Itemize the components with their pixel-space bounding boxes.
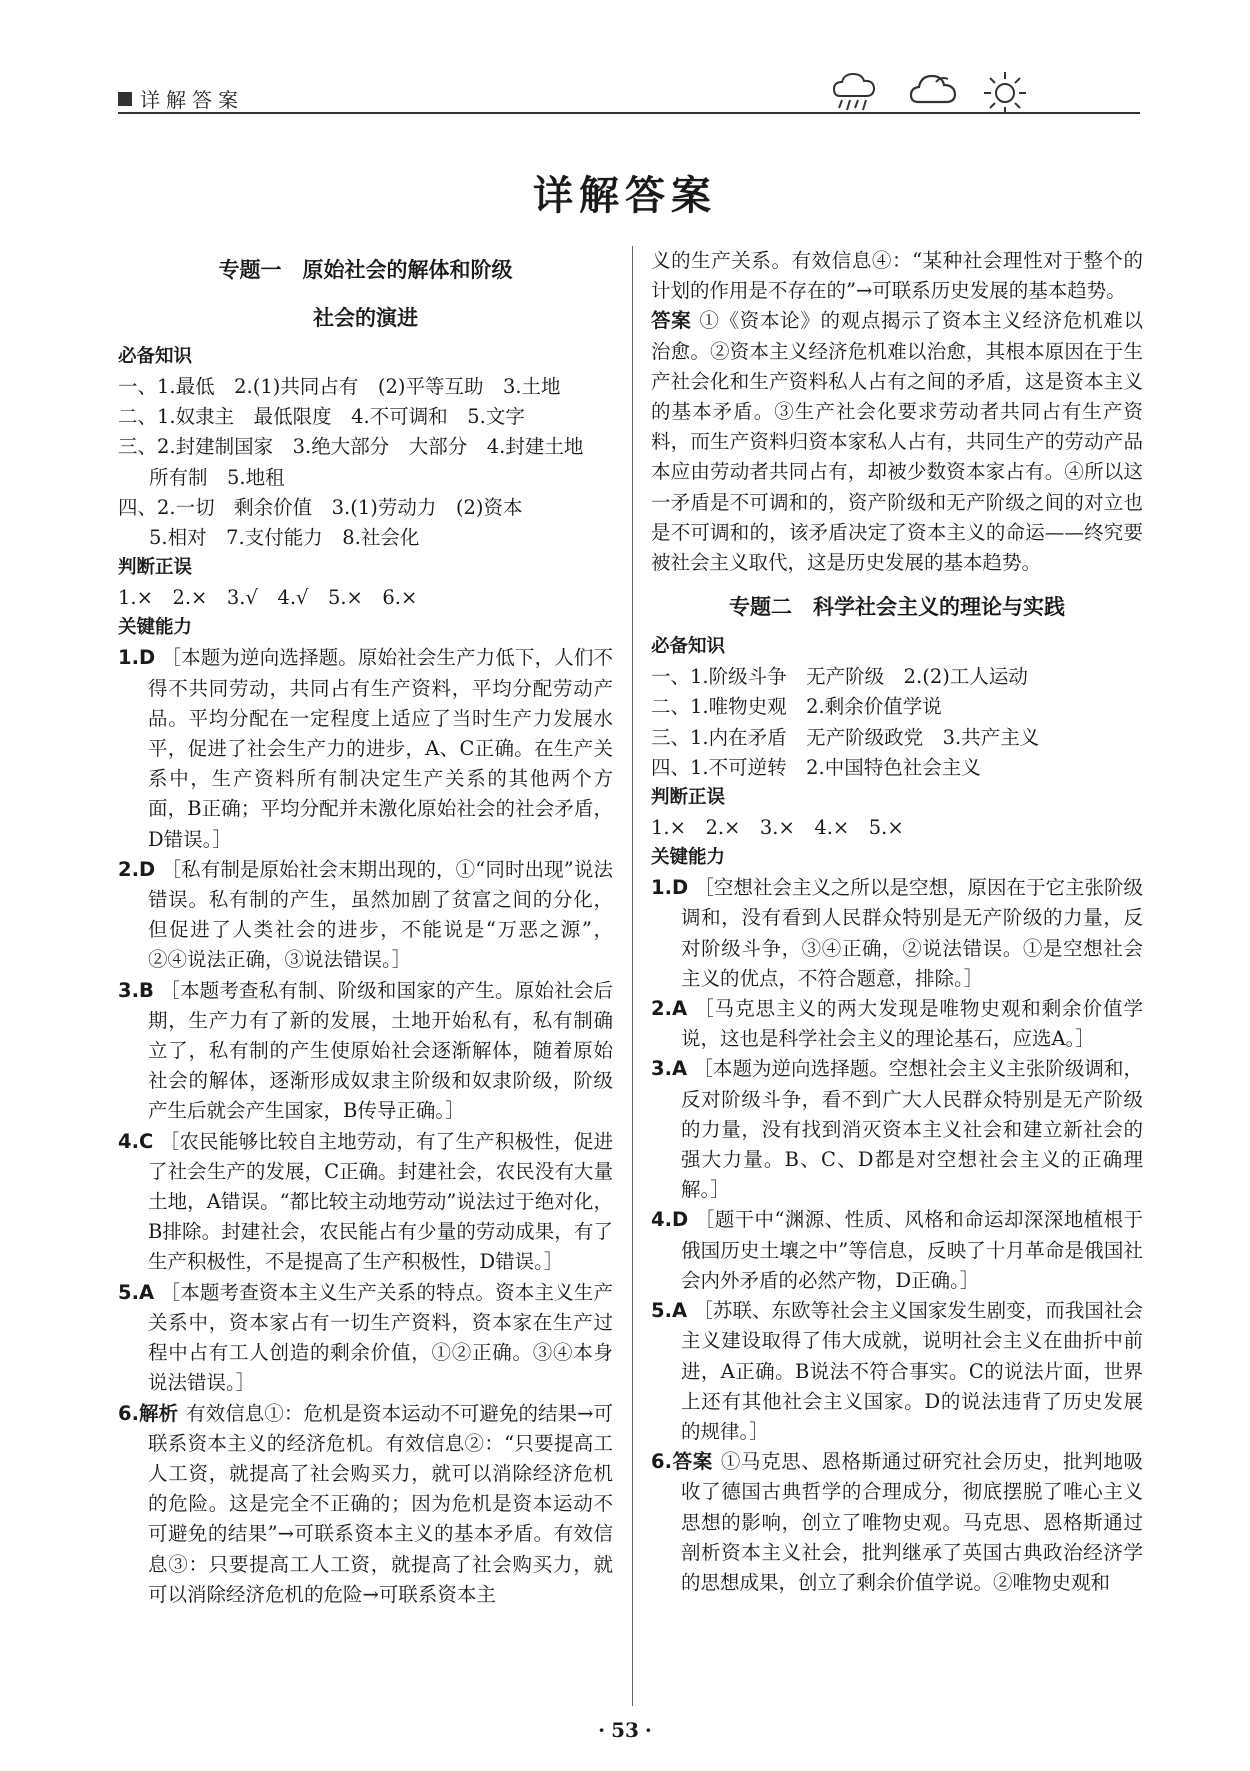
answer-number: 4.D	[651, 1208, 689, 1232]
answer-text: ［农民能够比较自主地劳动，有了生产积极性，促进了社会生产的发展，C正确。封建社会，农民没有大量土地，A错误。“都比较主动地劳动”说法过于绝对化，B排除。封建社会，农民能占有少量的劳动成果，有了生产积极性，不是提高了生产积极性，D错误。］	[148, 1129, 613, 1274]
answer-item	[118, 1399, 613, 1610]
sun-icon	[982, 70, 1028, 116]
judge-answers: 1.× 2.× 3.√ 4.√ 5.× 6.×	[118, 586, 418, 610]
section-judge: 判断正误	[651, 787, 726, 809]
knowledge-line: 二、1.奴隶主 最低限度 4.不可调和 5.文字	[118, 405, 525, 429]
knowledge-line: 所有制 5.地租	[149, 465, 285, 489]
answer-number: 5.A	[651, 1299, 688, 1323]
topic-2-title: 专题二 科学社会主义的理论与实践	[729, 595, 1065, 620]
answer-number: 3.B	[118, 978, 154, 1002]
answer-number: 2.D	[118, 857, 156, 881]
right-column	[651, 246, 1143, 1598]
page-number: · 53 ·	[598, 1718, 652, 1742]
knowledge-line: 一、1.最低 2.(1)共同占有 (2)平等互助 3.土地	[118, 375, 561, 398]
answer-text: ［本题考查私有制、阶级和国家的产生。原始社会后期，生产力有了新的发展，土地开始私有，私有制确立了，私有制的产生使原始社会逐渐解体，随着原始社会的解体，逐渐形成奴隶主阶级和奴隶阶级，阶级产生后就会产生国家，B传导正确。］	[148, 978, 613, 1123]
section-ability: 关键能力	[118, 617, 193, 639]
left-column	[118, 246, 613, 1610]
answer-text: 有效信息①：危机是资本运动不可避免的结果→可联系资本主义的经济危机。有效信息②：“只要提高工人工资，就提高了社会购买力，就可以消除经济危机的危险。这是完全不正确的；因为危机是资本运动不可避免的结果”→可联系资本主义的基本矛盾。有效信息③：只要提高工人工资，就提高了社会购买力，就可以消除经济危机的危险→可联系资本主	[148, 1401, 613, 1606]
header-label: 详解答案	[140, 88, 244, 112]
topic-1-title-line-1: 专题一 原始社会的解体和阶级	[218, 258, 513, 282]
answer-number: 2.A	[651, 997, 688, 1021]
page-title: 详解答案	[533, 172, 717, 219]
answer-text: ［私有制是原始社会末期出现的，①“同时出现”说法错误。私有制的产生，虽然加剧了贫富之间的分化，但促进了人类社会的进步，不能说是“万恶之源”，②④说法正确，③说法错误。］	[148, 857, 613, 972]
answer-item	[651, 1205, 1143, 1296]
answer-label: 答案	[651, 309, 692, 333]
answer-item	[651, 873, 1143, 994]
answer-text: ［苏联、东欧等社会主义国家发生剧变，而我国社会主义建设取得了伟大成就，说明社会主义在曲折中前进，A正确。B说法不符合事实。C的说法片面，世界上还有其他社会主义国家。D的说法违背了历史发展的规律。］	[681, 1299, 1143, 1443]
section-judge: 判断正误	[118, 557, 193, 579]
answer-text: ［本题考查资本主义生产关系的特点。资本主义生产关系中，资本家占有一切生产资料，资本家在生产过程中占有工人创造的剩余价值，①②正确。③④本身说法错误。］	[148, 1280, 613, 1395]
analysis-label: 解析	[138, 1401, 179, 1425]
page-header	[118, 78, 1140, 114]
answer-item	[118, 1127, 613, 1278]
knowledge-line: 5.相对 7.支付能力 8.社会化	[149, 526, 420, 550]
answer-text: ①马克思、恩格斯通过研究社会历史，批判地吸收了德国古典哲学的合理成分，彻底摆脱了唯心主义思想的影响，创立了唯物史观。马克思、恩格斯通过剖析资本主义社会，批判继承了英国古典政治经济学的思想成果，创立了剩余价值学说。②唯物史观和	[681, 1450, 1143, 1594]
answer-number: 6.	[118, 1401, 139, 1425]
answer-text: ［马克思主义的两大发现是唯物史观和剩余价值学说，这也是科学社会主义的理论基石，应选A。］	[681, 997, 1143, 1051]
answer-number: 6.	[651, 1450, 672, 1474]
answer-text: ［空想社会主义之所以是空想，原因在于它主张阶级调和，没有看到人民群众特别是无产阶级的力量，反对阶级斗争，③④正确，②说法错误。①是空想社会主义的优点，不符合题意，排除。］	[681, 876, 1143, 990]
answer-number: 1.D	[651, 876, 689, 900]
cloud-icon	[908, 70, 960, 110]
section-knowledge: 必备知识	[118, 346, 193, 367]
answer-item	[118, 976, 613, 1127]
answer-block	[651, 306, 1143, 578]
rain-cloud-icon	[830, 70, 880, 114]
answer-number: 1.D	[118, 646, 156, 670]
answer-item	[118, 855, 613, 976]
topic-1-title-line-2: 社会的演进	[313, 306, 418, 330]
answer-item	[118, 1278, 613, 1399]
answer-number: 4.C	[118, 1129, 154, 1153]
answer-label: 答案	[671, 1450, 713, 1474]
column-divider	[632, 246, 633, 1706]
answer-number: 5.A	[118, 1280, 155, 1304]
page-number-value: 53	[611, 1718, 639, 1742]
continued-text: 义的生产关系。有效信息④：“某种社会理性对于整个的计划的作用是不存在的”→可联系历史发展的基本趋势。	[651, 249, 1143, 303]
header-square-mark	[118, 92, 132, 106]
knowledge-line: 四、1.不可逆转 2.中国特色社会主义	[651, 755, 981, 779]
section-ability: 关键能力	[651, 847, 726, 869]
section-knowledge: 必备知识	[651, 636, 726, 658]
answer-item	[118, 643, 613, 854]
answer-item	[651, 1447, 1143, 1598]
knowledge-line: 三、1.内在矛盾 无产阶级政党 3.共产主义	[651, 725, 1040, 749]
answer-text: ［本题为逆向选择题。空想社会主义主张阶级调和，反对阶级斗争，看不到广大人民群众特别是无产阶级的力量，没有找到消灭资本主义社会和建立新社会的强大力量。B、C、D都是对空想社会主义的正确理解。］	[681, 1057, 1143, 1202]
judge-answers: 1.× 2.× 3.× 4.× 5.×	[651, 816, 904, 840]
knowledge-line: 四、2.一切 剩余价值 3.(1)劳动力 (2)资本	[118, 495, 523, 519]
answer-text: ①《资本论》的观点揭示了资本主义经济危机难以治愈。②资本主义经济危机难以治愈，其根本原因在于生产社会化和生产资料私人占有之间的矛盾，这是资本主义的基本矛盾。③生产社会化要求劳动者共同占有生产资料，而生产资料归资本家私人占有，共同生产的劳动产品本应由劳动者共同占有，却被少数资本家占有。④所以这一矛盾是不可调和的，资产阶级和无产阶级之间的对立也是不可调和的，该矛盾决定了资本主义的命运——终究要被社会主义取代，这是历史发展的基本趋势。	[651, 309, 1143, 575]
answer-item	[651, 1054, 1143, 1205]
answer-item	[651, 994, 1143, 1054]
answer-text: ［本题为逆向选择题。原始社会生产力低下，人们不得不共同劳动，共同占有生产资料，平均分配劳动产品。平均分配在一定程度上适应了当时生产力发展水平，促进了社会生产力的进步，A、C正确。在生产关系中，生产资料所有制决定生产关系的其他两个方面，B正确；平均分配并未激化原始社会的社会矛盾，D错误。］	[148, 646, 613, 851]
knowledge-line: 一、1.阶级斗争 无产阶级 2.(2)工人运动	[651, 665, 1028, 689]
answer-text: ［题干中“渊源、性质、风格和命运却深深地植根于俄国历史土壤之中”等信息，反映了十月革命是俄国社会内外矛盾的必然产物，D正确。］	[681, 1208, 1143, 1292]
answer-number: 3.A	[651, 1057, 688, 1081]
knowledge-line: 二、1.唯物史观 2.剩余价值学说	[651, 695, 942, 719]
answer-item	[651, 1296, 1143, 1447]
knowledge-line: 三、2.封建制国家 3.绝大部分 大部分 4.封建土地	[118, 435, 584, 459]
